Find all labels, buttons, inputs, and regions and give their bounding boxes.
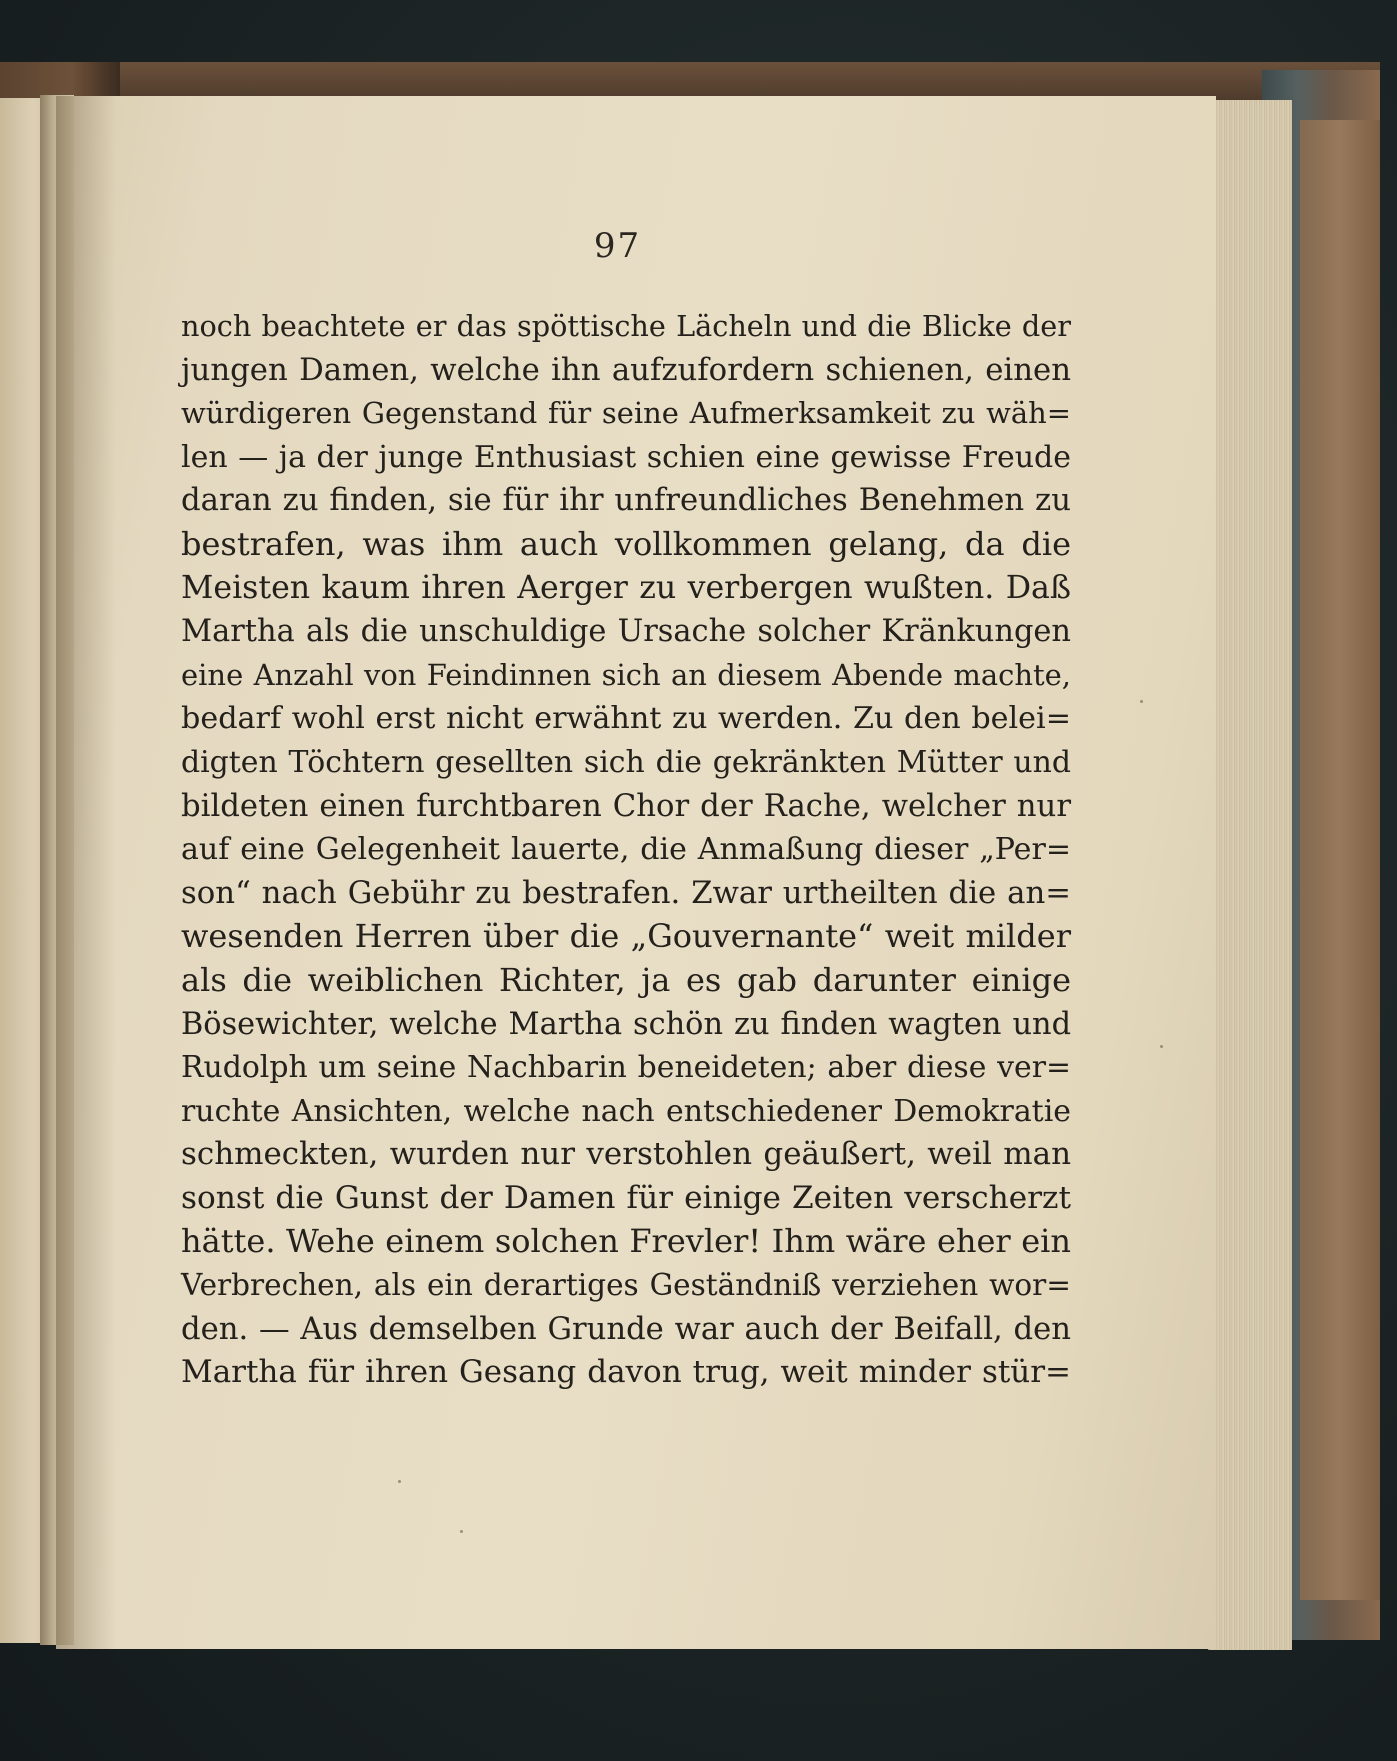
text-line: eine Anzahl von Feindinnen sich an diesem Abende machte, (181, 657, 1071, 692)
text-line: würdigeren Gegenstand für seine Aufmerksamkeit zu wäh= (181, 396, 1071, 431)
text-line: wesenden Herren über die „Gouvernante“ weit milder (181, 917, 1071, 956)
text-line: sonst die Gunst der Damen für einige Zeiten verscherzt (181, 1179, 1071, 1216)
text-line: auf eine Gelegenheit lauerte, die Anmaßung dieser „Per= (181, 832, 1071, 868)
text-line: schmeckten, wurden nur verstohlen geäußert, weil man (181, 1136, 1071, 1173)
text-line: Meisten kaum ihren Aerger zu verbergen wußten. Daß (181, 569, 1071, 606)
text-line: bestrafen, was ihm auch vollkommen gelang, da die (181, 524, 1071, 563)
text-line: den. — Aus demselben Grunde war auch der Beifall, den (181, 1311, 1071, 1347)
page-number: 97 (593, 226, 642, 266)
text-line: als die weiblichen Richter, ja es gab darunter einige (181, 960, 1071, 999)
text-line: daran zu finden, sie für ihr unfreundliches Benehmen zu (181, 483, 1071, 519)
paper-speck (1140, 700, 1143, 703)
text-line: Verbrechen, als ein derartiges Geständniß verziehen wor= (181, 1268, 1071, 1303)
body-text (181, 305, 1071, 1395)
text-line: bildeten einen furchtbaren Chor der Rache, welcher nur (181, 788, 1071, 824)
paper-speck (460, 1530, 463, 1533)
text-line: Bösewichter, welche Martha schön zu finden wagten und (181, 1006, 1071, 1042)
text-line: noch beachtete er das spöttische Lächeln und die Blicke der (181, 309, 1071, 343)
text-line: Martha als die unschuldige Ursache solcher Kränkungen (181, 614, 1071, 650)
page-edges (1208, 100, 1292, 1650)
text-line: Rudolph um seine Nachbarin beneideten; aber diese ver= (181, 1050, 1071, 1086)
text-line: son“ nach Gebühr zu bestrafen. Zwar urtheilten die an= (181, 874, 1071, 911)
text-line: Martha für ihren Gesang davon trug, weit minder stür= (181, 1354, 1071, 1391)
text-line: hätte. Wehe einem solchen Frevler! Ihm wäre eher ein (181, 1222, 1071, 1261)
text-line: bedarf wohl erst nicht erwähnt zu werden. Zu den belei= (181, 701, 1071, 737)
text-line: jungen Damen, welche ihn aufzufordern schienen, einen (181, 351, 1071, 388)
book-cover-leather (1300, 120, 1380, 1600)
text-line: len — ja der junge Enthusiast schien eine gewisse Freude (181, 439, 1071, 475)
text-line: digten Töchtern gesellten sich die gekränkten Mütter und (181, 744, 1071, 780)
gutter-shadow (56, 96, 116, 1649)
paper-speck (398, 1480, 401, 1483)
text-line: ruchte Ansichten, welche nach entschiedener Demokratie (181, 1093, 1071, 1129)
paper-speck (1160, 1045, 1163, 1048)
